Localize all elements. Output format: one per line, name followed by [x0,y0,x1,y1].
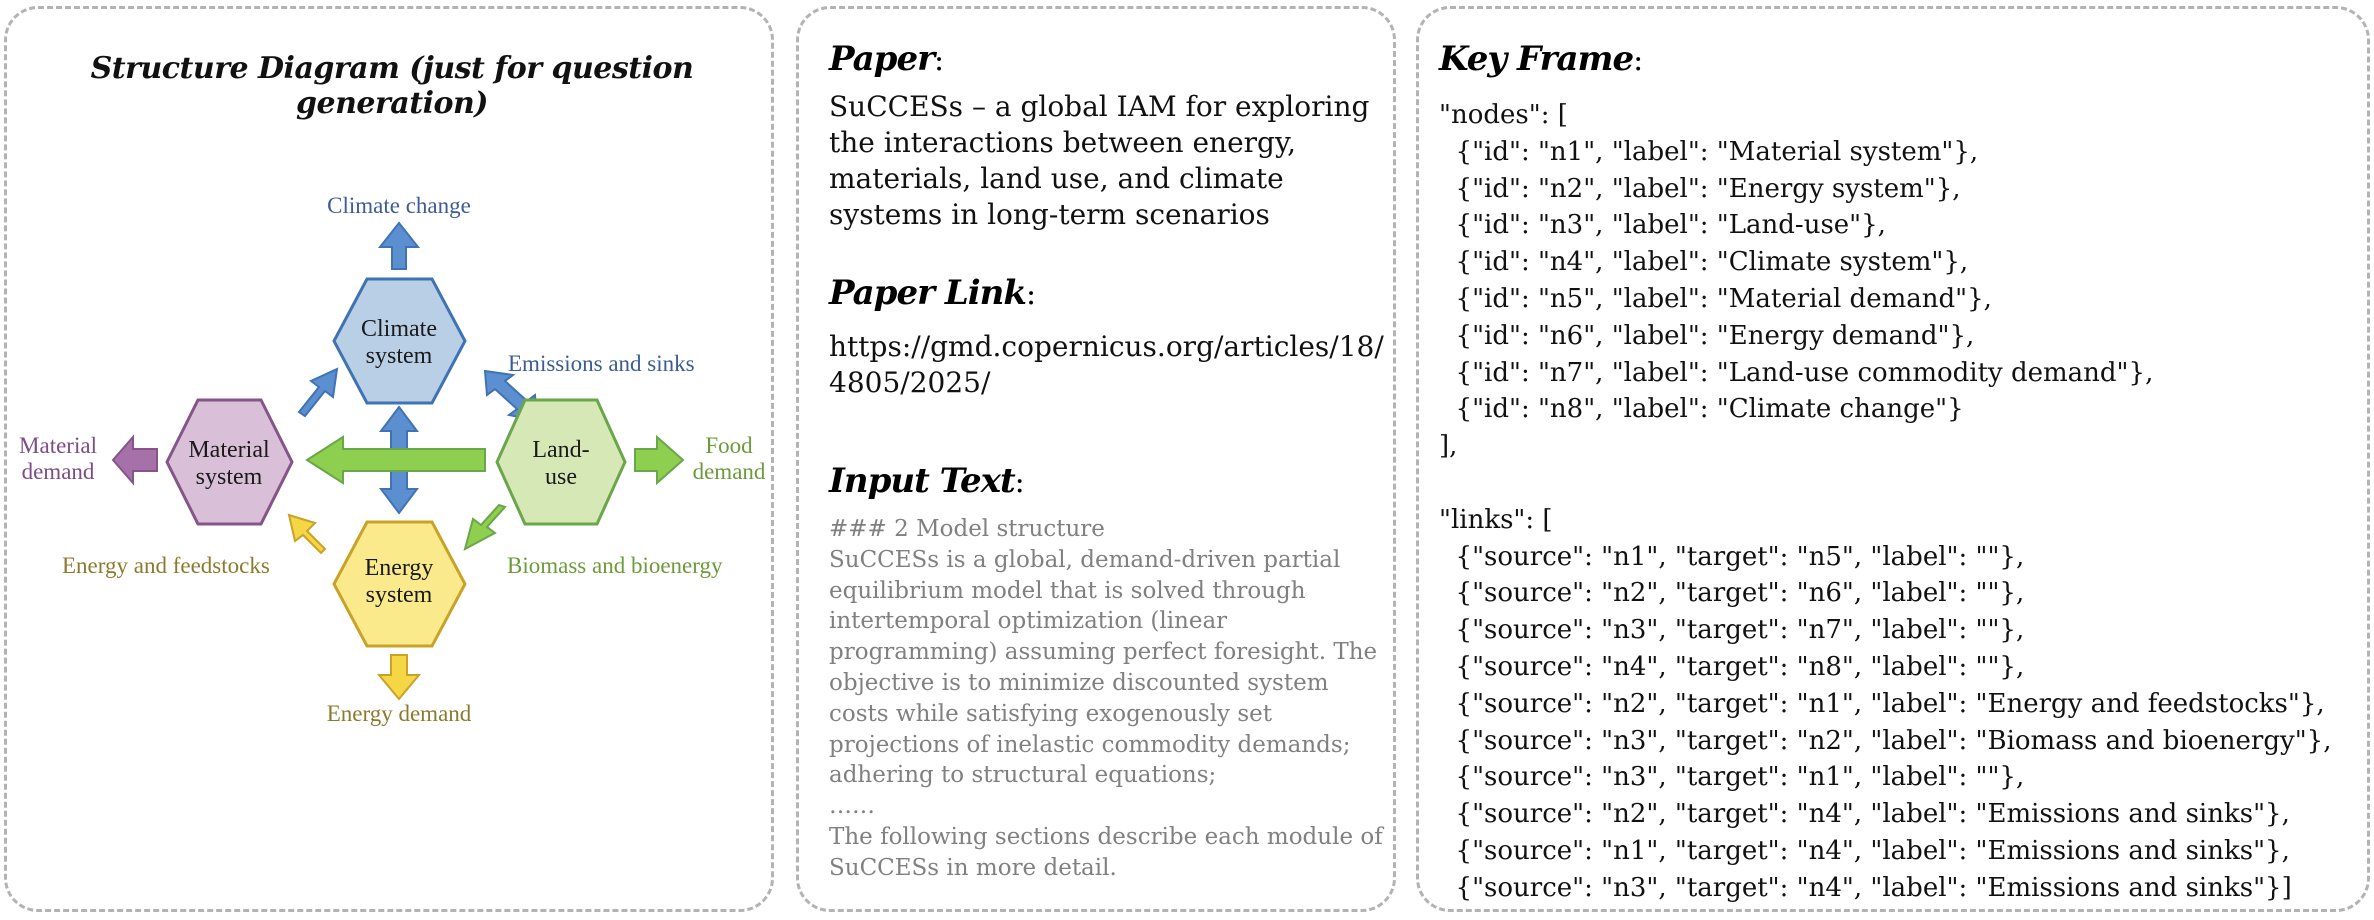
code-line: {"source": "n2", "target": "n4", "label": "Emissions and sinks"}, [1439,799,2290,830]
input-line: ### 2 Model structure [829,516,1105,542]
label-climate-change: Climate change [327,193,471,218]
input-text-body [829,514,1383,884]
paper-link[interactable] [829,329,1384,401]
code-line: "links": [ [1439,504,1553,535]
paper-title-line: SuCCESs – a global IAM for exploring [829,90,1370,123]
label-material-demand-2: demand [21,459,95,484]
climate-node-line1: Climate [361,316,437,342]
code-line: {"source": "n1", "target": "n4", "label": "Emissions and sinks"}, [1439,835,2290,866]
code-line: {"source": "n3", "target": "n2", "label": "Biomass and bioenergy"}, [1439,725,2332,756]
keyframe-panel [1416,6,2370,912]
climate-node-line2: system [365,343,433,369]
code-line: ], [1439,431,1458,462]
arrow-material-demand [113,437,157,483]
input-text-heading: Input Text: [829,461,1024,501]
arrow-energy-demand [379,655,419,699]
code-line: {"id": "n4", "label": "Climate system"}, [1439,247,1969,278]
diagram-title: Structure Diagram (just for question generation) [90,51,694,121]
input-line: The following sections describe each module of [829,823,1383,850]
paper-link-line[interactable]: https://gmd.copernicus.org/articles/18/ [829,330,1384,363]
code-line: {"source": "n2", "target": "n1", "label": "Energy and feedstocks"}, [1439,688,2325,719]
code-line: {"source": "n3", "target": "n4", "label": "Emissions and sinks"}] [1439,872,2292,903]
energy-node-line2: system [365,582,433,608]
input-line: intertemporal optimization (linear [829,608,1228,635]
paper-link-heading: Paper Link: [829,273,1036,313]
input-line: …… [829,793,875,820]
code-line: {"id": "n1", "label": "Material system"}, [1439,136,1979,167]
input-line: costs while satisfying exogenously set [829,700,1273,727]
label-food-demand-1: Food [705,433,753,458]
paper-panel [796,6,1396,912]
code-line: {"source": "n1", "target": "n5", "label": ""}, [1439,541,2025,572]
paper-title-line: systems in long-term scenarios [829,198,1270,231]
keyframe-code [1439,97,2331,907]
input-line: objective is to minimize discounted system [829,669,1329,696]
material-node-line1: Material [188,437,270,463]
landuse-node-line1: Land- [532,437,590,463]
input-line: programming) assuming perfect foresight. The [829,639,1378,666]
material-node-line2: system [195,464,263,490]
paper-title-line: materials, land use, and climate [829,162,1284,195]
arrow-climate-change [380,223,418,269]
arrow-biomass [465,505,505,549]
input-line: adhering to structural equations; [829,762,1217,789]
code-line: {"source": "n3", "target": "n1", "label": ""}, [1439,762,2025,793]
code-line: {"id": "n6", "label": "Energy demand"}, [1439,320,1975,351]
paper-link-line[interactable]: 4805/2025/ [829,366,991,399]
label-food-demand-2: demand [692,459,766,484]
label-material-demand-1: Material [19,433,97,458]
structure-diagram-panel [4,6,774,912]
code-line: {"source": "n3", "target": "n7", "label": ""}, [1439,615,2025,646]
label-energy-demand: Energy demand [326,701,472,726]
keyframe-heading: Key Frame: [1439,39,1643,79]
landuse-node-line2: use [545,464,577,490]
code-line: "nodes": [ [1439,100,1568,130]
paper-heading: Paper: [829,39,944,79]
code-line [1439,465,2331,502]
arrow-food-demand [635,437,683,483]
label-biomass-bioenergy: Biomass and bioenergy [507,553,723,578]
label-energy-feedstocks: Energy and feedstocks [62,553,270,578]
input-line: SuCCESs is a global, demand-driven partial [829,546,1341,573]
code-line: {"source": "n4", "target": "n8", "label": ""}, [1439,651,2025,682]
structure-diagram [7,9,773,909]
input-line: equilibrium model that is solved through [829,577,1306,604]
input-line: SuCCESs in more detail. [829,854,1117,881]
paper-title [829,89,1369,233]
code-line: {"source": "n2", "target": "n6", "label": ""}, [1439,578,2025,609]
arrow-material-climate [299,369,337,416]
energy-node-line1: Energy [364,555,434,581]
label-emissions-sinks: Emissions and sinks [508,351,695,376]
code-line: {"id": "n8", "label": "Climate change"} [1439,394,1964,425]
paper-title-line: the interactions between energy, [829,126,1296,159]
arrow-energy-feedstocks [289,515,325,553]
code-line: {"id": "n5", "label": "Material demand"}, [1439,283,1992,314]
code-line: {"id": "n7", "label": "Land-use commodity demand"}, [1439,357,2154,388]
input-line: projections of inelastic commodity demands; [829,731,1351,758]
code-line: {"id": "n2", "label": "Energy system"}, [1439,173,1961,204]
code-line: {"id": "n3", "label": "Land-use"}, [1439,210,1886,241]
